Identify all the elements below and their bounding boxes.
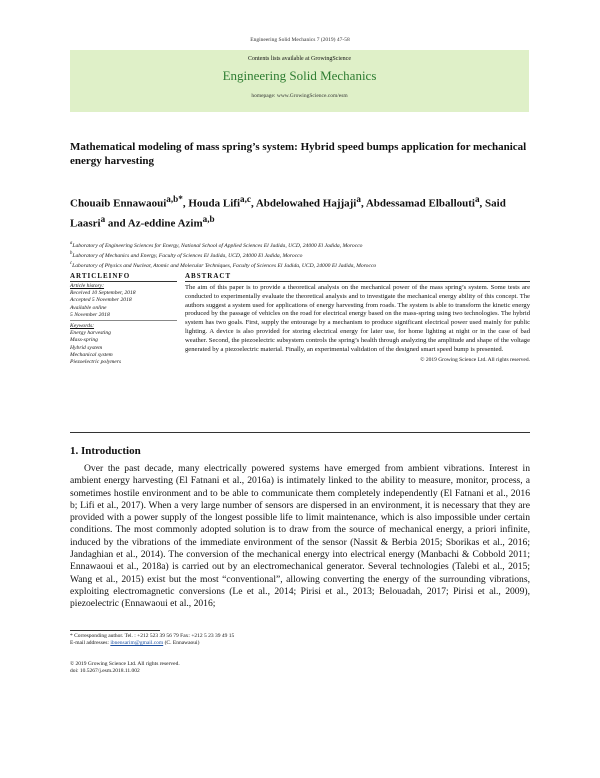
history-item: Accepted 5 November 2018 bbox=[70, 297, 132, 304]
affiliation-a: $^a$Laboratory of Engineering Sciences for Energy, National School of Applied Sciences El Jadida, UCD, 24000 El Jadida, Morocco bbox=[70, 241, 363, 249]
email-link[interactable]: ibnensarim@gmail.com bbox=[110, 640, 164, 647]
history-item: Available online bbox=[70, 304, 107, 311]
abstract-heading: ABSTRACT bbox=[185, 272, 530, 282]
journal-citation: Engineering Solid Mechanics 7 (2019) 47-58 bbox=[250, 37, 350, 43]
keyword-item: Mechanical system bbox=[70, 351, 113, 358]
history-item: Received 10 September, 2018 bbox=[70, 290, 136, 297]
email-label: E-mail addresses: bbox=[70, 640, 111, 647]
section-heading: 1. Introduction bbox=[70, 445, 141, 457]
keyword-item: Energy harvesting bbox=[70, 330, 111, 337]
history-item: 5 November 2018 bbox=[70, 311, 110, 318]
paragraph: Over the past decade, many electrically powered systems have emerged from ambient vibrations. Interest in ambient energy harvesting (El Fatnani et al., 2016a) is intimately linked to the ability to measure, monitor, process, a sometimes hostile environment and to be able to communicate them completely independently (El Fatnani et al., 2016 b; Lifi et al., 2017). When a very large number of sensors are dispersed in an environment, it is necessary that they are provided with a power supply of the longest possible life to limit maintenance, which is also impossible under certain conditions. The most commonly adopted solution is to draw from the source of mechanical energy, a priori infinite, induced by the vibrations of the immediate environment of the sensor (Nassit & Berbia 2015; Sborikas et al., 2016; Jandaghian et al., 2014). The conversion of the mechanical energy into electrical energy (Manbachi & Cobbold 2011; Ennawaoui et al., 2018a) is carried out by an electromechanical generator. Several technologies (Talebi et al., 2015; Wang et al., 2015) exist but the most “conventional”, allowing converting the energy of the surrounding vibrations, exploiting electromagnetic conversions (Le et al., 2014; Pirisi et al., 2013; Belouadah, 2017; Pirisi et al., 2009), piezoelectric (Ennawaoui et al., 2016; bbox=[70, 463, 530, 610]
author-list: Chouaib Ennawaoui$^{a,b*}$, Houda Lifi$^{a,c}$, Abdelowahed Hajjaji$^a$, Abdessamad Elballouti$^a$, Said Laasri$^a$ and Az-eddine Azim$^{a,b}$ bbox=[70, 194, 506, 230]
homepage-line bbox=[70, 93, 529, 99]
article-history bbox=[70, 282, 177, 319]
introduction-body bbox=[70, 463, 530, 611]
paper-title: Mathematical modeling of mass spring’s system: Hybrid speed bumps application for mechanical energy harvesting bbox=[70, 141, 527, 167]
bottom-notes bbox=[70, 661, 530, 675]
footnotes bbox=[70, 633, 530, 647]
affiliation-b: $^b$Laboratory of Mechanics and Energy, Faculty of Sciences El Jadida, UCD, 24000 El Jadida, Morocco bbox=[70, 251, 303, 260]
keywords-label: Keywords: bbox=[70, 323, 95, 330]
journal-name: Engineering Solid Mechanics bbox=[222, 68, 377, 83]
affiliation-c: $^c$Laboratory of Physics and Nuclear, Atomic and Molecular Techniques, Faculty of Sciences El Jadida, UCD, 24000 El Jadida, Morocco bbox=[70, 261, 377, 270]
history-label: Article history: bbox=[70, 283, 105, 289]
abstract-text: The aim of this paper is to provide a theoretical analysis on the mechanical power of the mass spring’s system. Some tests are conducted to experimentally evaluate the theoretical analysis and to investigate the mechanical energy ability of this concept. The authors suggest a system used for applications of energy harvesting from roads. The system is able to transform the kinetic energy produced by the passage of vehicles on the road for electrical energy based on the mass-spring using two technologies. The hybrid system has two goals. First, supply the entourage by a mechanism to produce significant electrical power used mainly for public lighting. A device is also provided for storing electrical energy for later use, for home lighting at night or in the case of bad weather. Second, the piezoelectric subsystem controls the spring’s health through analyzing the amplitude and shape of the voltage generated by a piezoelectric material. Finally, an experimental validation of the designed smart speed bump is presented. bbox=[185, 284, 530, 353]
homepage-link[interactable]: www.GrowingScience.com/esm bbox=[276, 93, 348, 99]
footnote-divider bbox=[70, 630, 160, 631]
abstract-section bbox=[185, 272, 530, 363]
bottom-copyright: © 2019 Growing Science Ltd. All rights reserved. bbox=[70, 661, 180, 667]
article-info bbox=[70, 272, 177, 366]
divider bbox=[70, 432, 530, 433]
corresponding-author: * Corresponding author. Tel. : +212 523 39 56 79 Fax: +212 5 23 39 49 15 bbox=[70, 633, 235, 639]
keywords bbox=[70, 322, 177, 366]
doi[interactable]: doi: 10.5267/j.esm.2018.11.002 bbox=[70, 668, 140, 675]
article-info-heading: ARTICLEINFO bbox=[70, 272, 177, 282]
email-owner: (C. Ennawaoui) bbox=[163, 640, 200, 647]
homepage-label: homepage: bbox=[251, 93, 277, 99]
contents-line: Contents lists available at GrowingScience bbox=[248, 56, 351, 62]
email-line bbox=[70, 640, 530, 647]
affiliations bbox=[70, 240, 530, 270]
keyword-item: Hybrid system bbox=[70, 344, 103, 351]
keyword-item: Piezoelectric polymers bbox=[70, 359, 122, 366]
journal-banner bbox=[70, 50, 529, 112]
abstract-copyright: © 2019 Growing Science Ltd. All rights reserved. bbox=[420, 357, 530, 364]
divider bbox=[70, 320, 177, 321]
keyword-item: Mass-spring bbox=[70, 337, 98, 344]
